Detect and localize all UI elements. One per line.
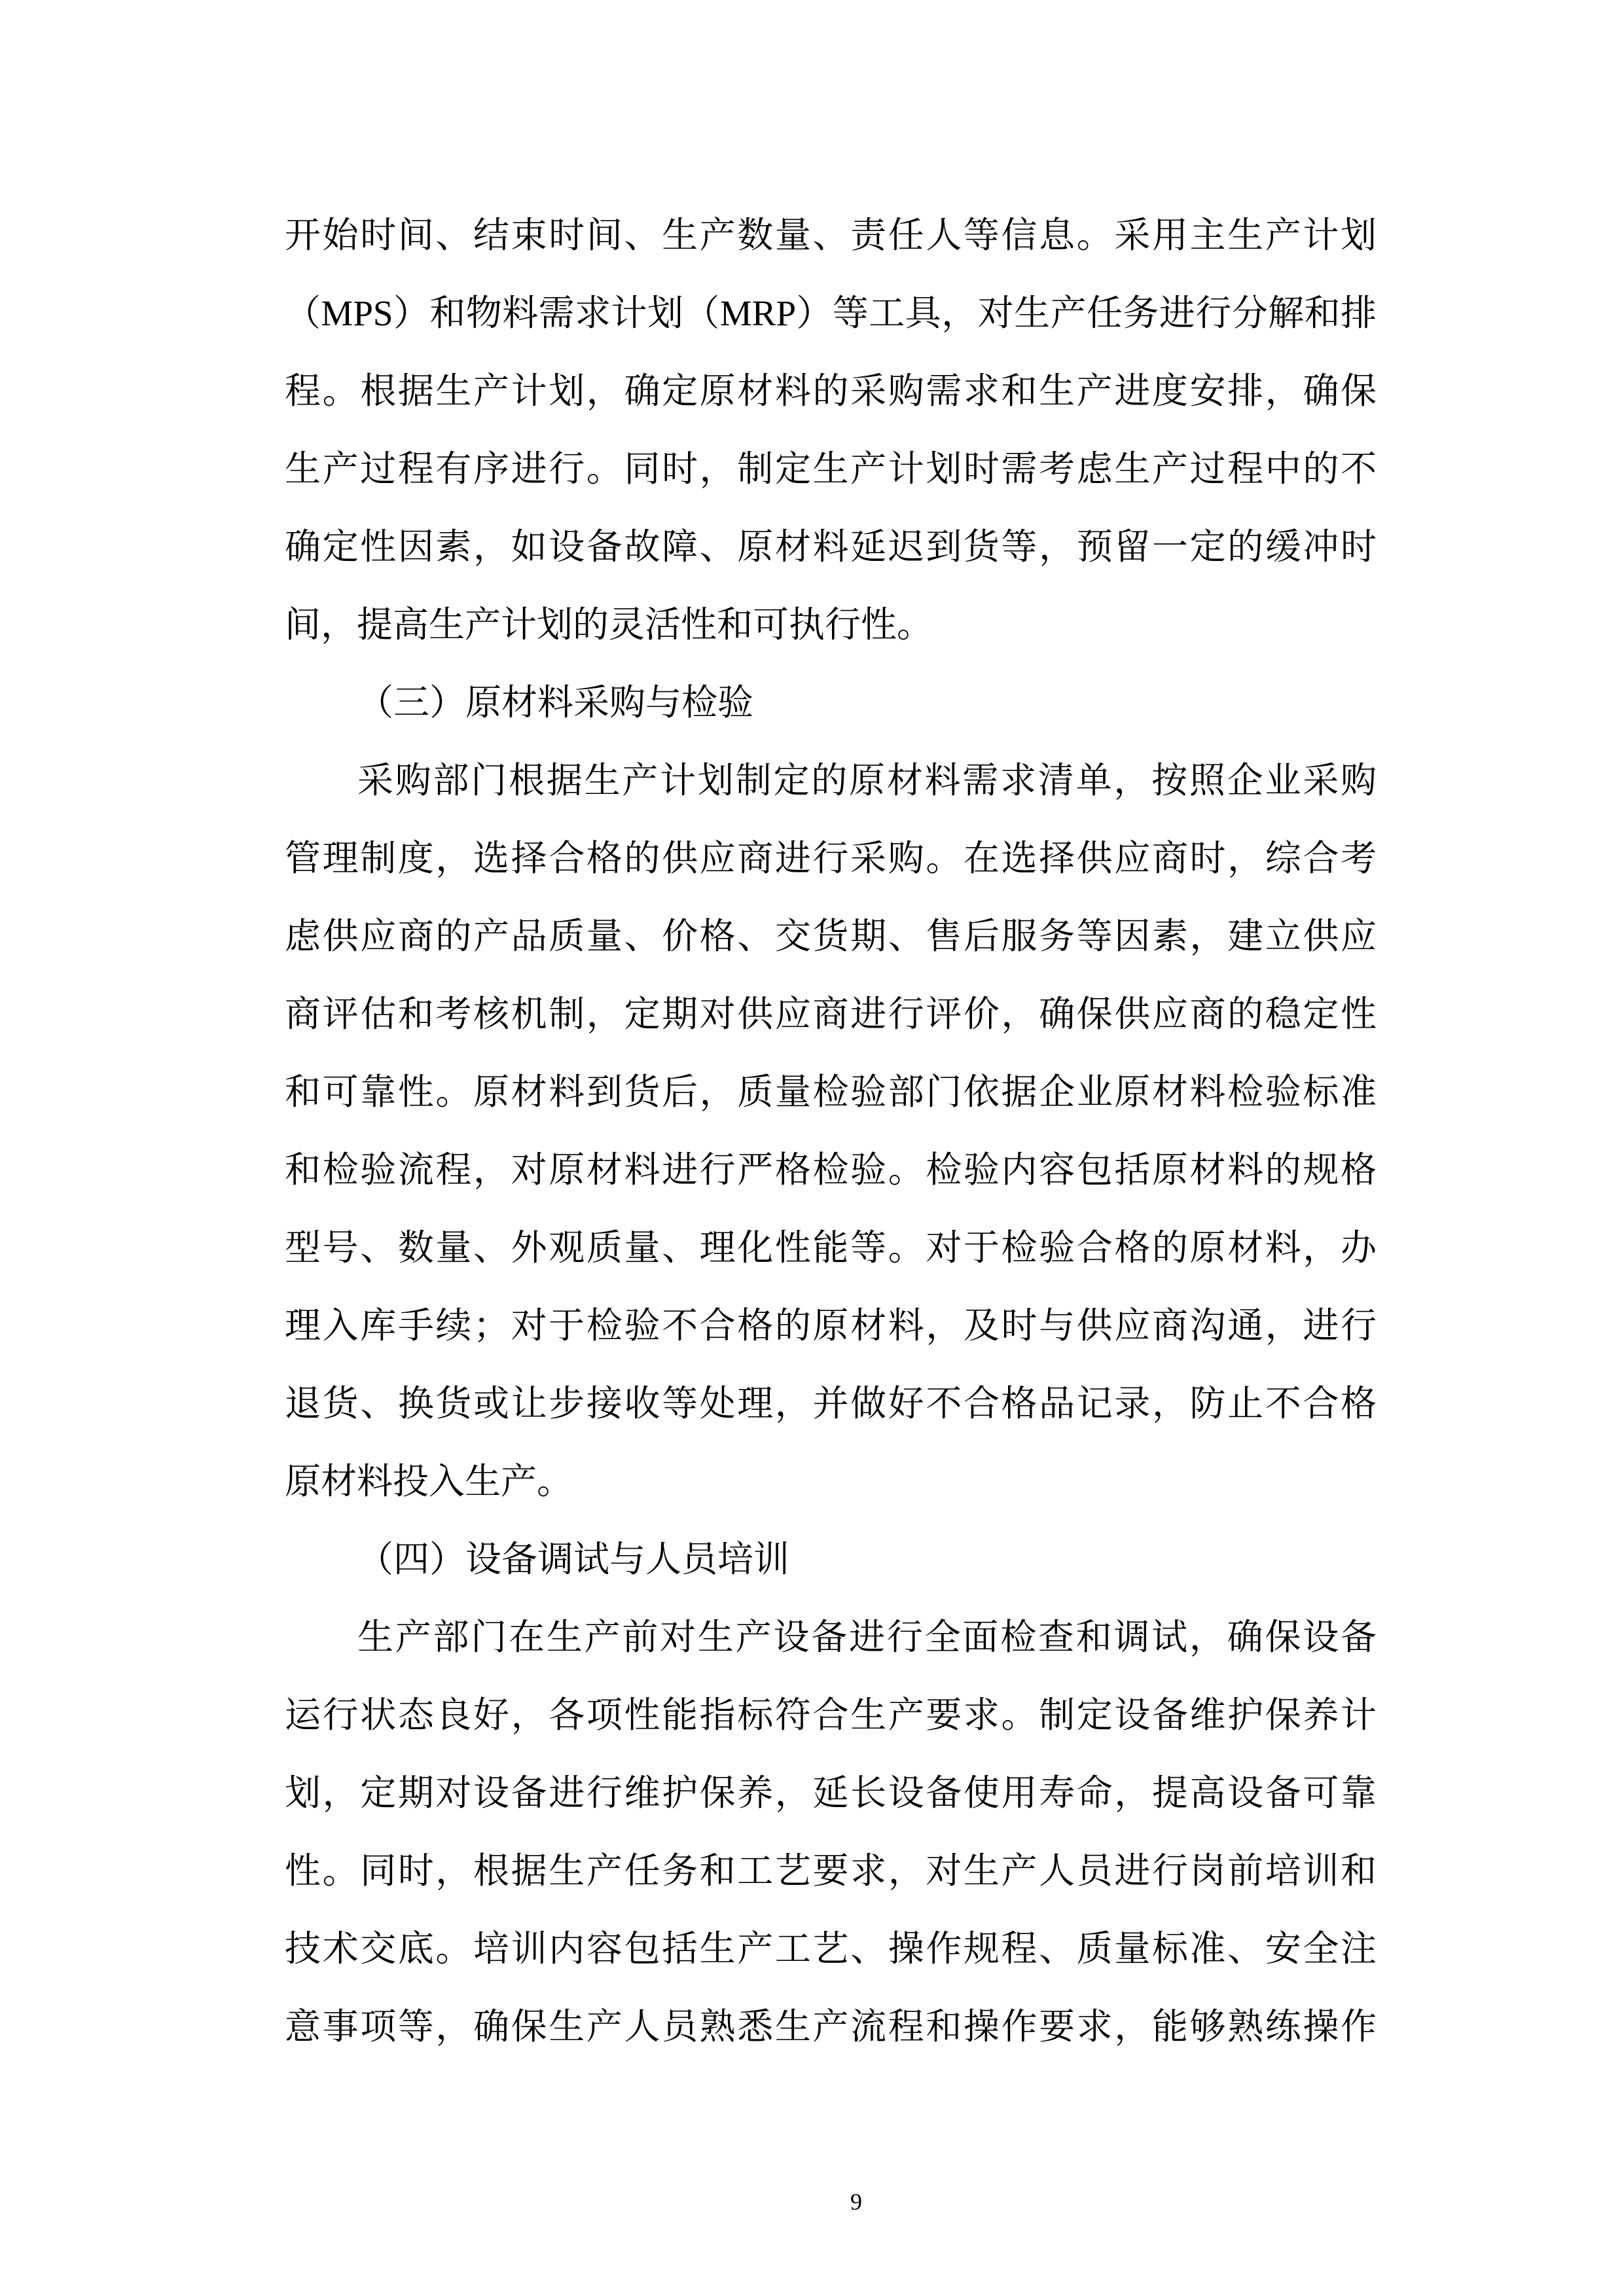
text-line: 性。同时，根据生产任务和工艺要求，对生产人员进行岗前培训和 <box>285 1851 1377 1891</box>
text-line: 生产部门在生产前对生产设备进行全面检查和调试，确保设备 <box>357 1617 1377 1657</box>
paragraph-production-plan <box>285 196 1377 664</box>
text-line: 间，提高生产计划的灵活性和可执行性。 <box>285 605 933 645</box>
text-line: 运行状态良好，各项性能指标符合生产要求。制定设备维护保养计 <box>285 1695 1377 1735</box>
section-heading-equipment-training: （四）设备调试与人员培训 <box>357 1539 790 1579</box>
paragraph-equipment-training <box>285 1598 1377 2066</box>
text-line: 意事项等，确保生产人员熟悉生产流程和操作要求，能够熟练操作 <box>285 2007 1377 2047</box>
text-line: 退货、换货或让步接收等处理，并做好不合格品记录，防止不合格 <box>285 1384 1377 1424</box>
text-line: 和检验流程，对原材料进行严格检验。检验内容包括原材料的规格 <box>285 1150 1377 1190</box>
text-line: 程。根据生产计划，确定原材料的采购需求和生产进度安排，确保 <box>285 371 1377 411</box>
text-line: 和可靠性。原材料到货后，质量检验部门依据企业原材料检验标准 <box>285 1072 1377 1112</box>
paragraph-raw-material <box>285 742 1377 1520</box>
text-line: 生产过程有序进行。同时，制定生产计划时需考虑生产过程中的不 <box>285 449 1377 489</box>
text-line: 理入库手续；对于检验不合格的原材料，及时与供应商沟通，进行 <box>285 1306 1377 1346</box>
text-line: （MPS）和物料需求计划（MRP）等工具，对生产任务进行分解和排 <box>285 293 1377 333</box>
page-body <box>285 196 1377 2066</box>
text-line: 确定性因素，如设备故障、原材料延迟到货等，预留一定的缓冲时 <box>285 527 1377 567</box>
page-number: 9 <box>850 2189 862 2215</box>
text-line: 原材料投入生产。 <box>285 1462 573 1501</box>
text-line: 采购部门根据生产计划制定的原材料需求清单，按照企业采购 <box>357 761 1377 800</box>
section-heading-raw-material: （三）原材料采购与检验 <box>357 683 754 723</box>
text-line: 划，定期对设备进行维护保养，延长设备使用寿命，提高设备可靠 <box>285 1773 1377 1813</box>
text-line: 开始时间、结束时间、生产数量、责任人等信息。采用主生产计划 <box>285 215 1377 255</box>
text-line: 虑供应商的产品质量、价格、交货期、售后服务等因素，建立供应 <box>285 916 1377 956</box>
text-line: 管理制度，选择合格的供应商进行采购。在选择供应商时，综合考 <box>285 838 1377 878</box>
text-line: 商评估和考核机制，定期对供应商进行评价，确保供应商的稳定性 <box>285 994 1377 1034</box>
text-line: 技术交底。培训内容包括生产工艺、操作规程、质量标准、安全注 <box>285 1929 1377 1969</box>
text-line: 型号、数量、外观质量、理化性能等。对于检验合格的原材料，办 <box>285 1228 1377 1268</box>
